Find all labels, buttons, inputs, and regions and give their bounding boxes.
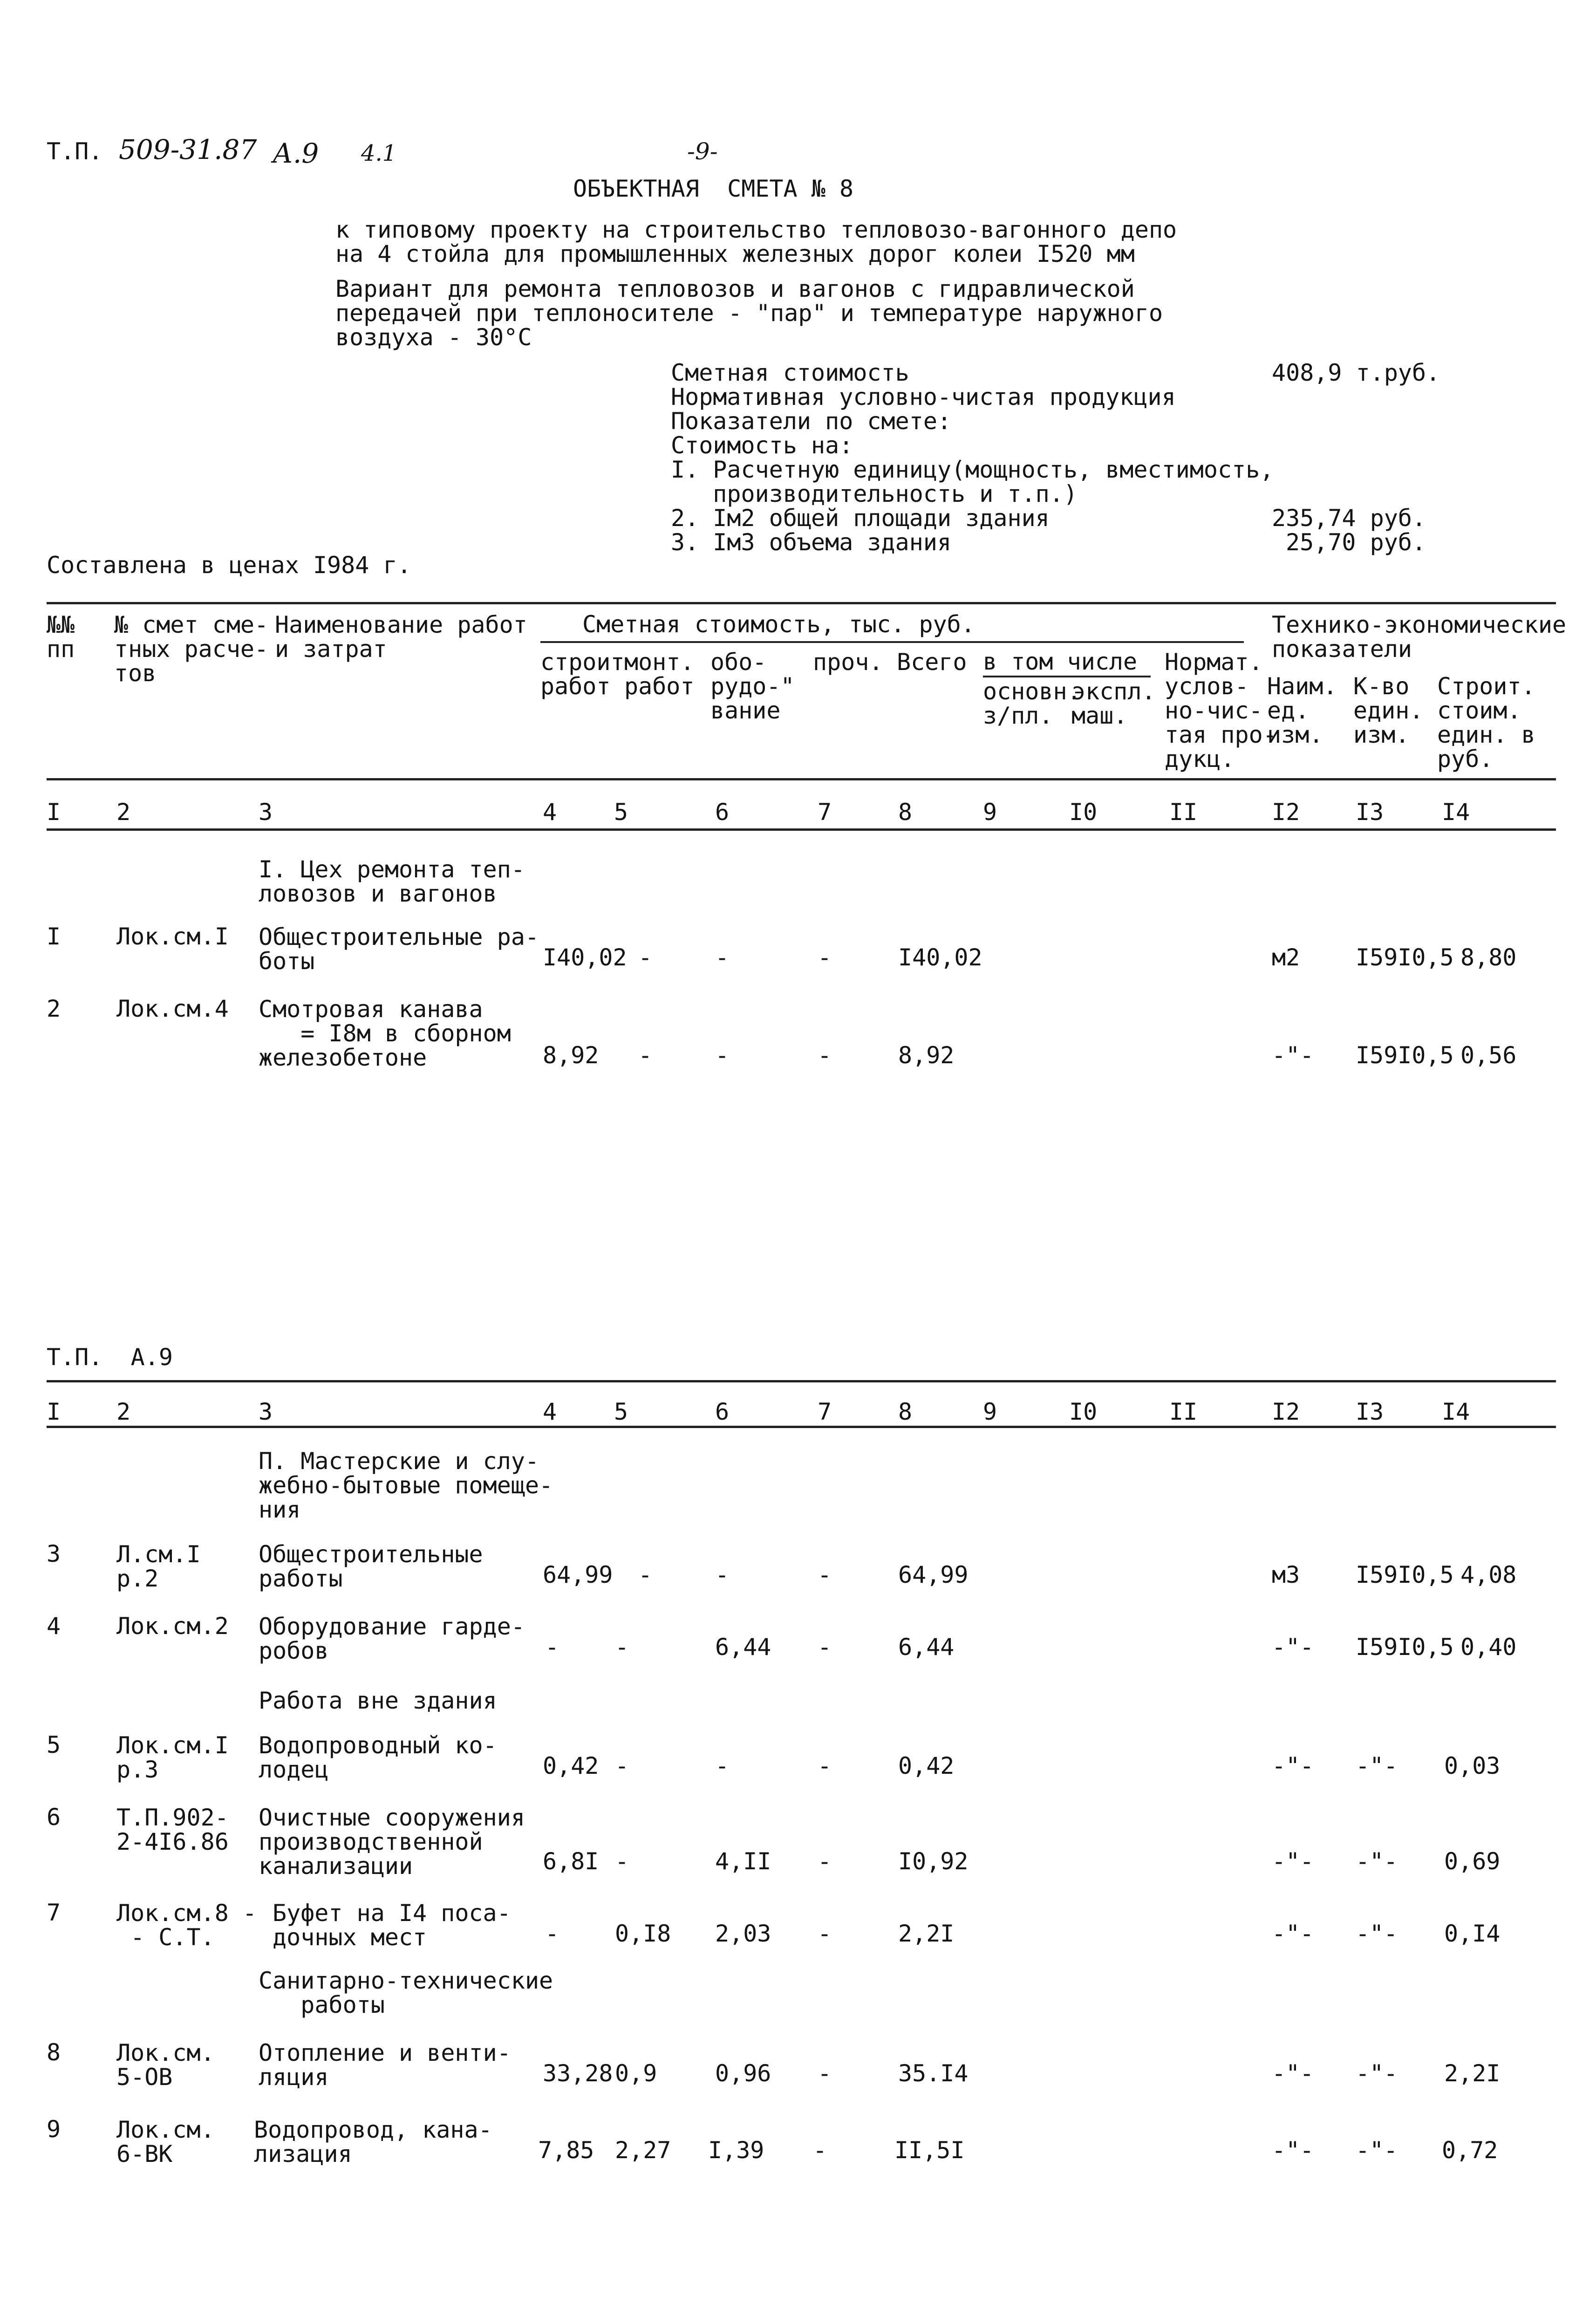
row-unit-name: -"- [1272,1752,1314,1779]
row-total: 64,99 [898,1561,969,1588]
colnum: 4 [543,1398,557,1425]
indicator-item-2: 2. Iм2 общей площади здания [671,505,1050,532]
colnum: I0 [1069,1398,1098,1425]
row-number: 7 [47,1899,61,1926]
row-unit-name: м3 [1272,1561,1300,1588]
row-unit-name: -"- [1272,1848,1314,1875]
row-unit-count: I59I0,5 [1356,1561,1454,1588]
row-number: 9 [47,2116,61,2143]
indicator-item-2-value: 235,74 руб. [1272,505,1426,532]
row-equipment: - [715,1042,730,1069]
col-head-equipment: обо- рудо-" вание [710,649,795,724]
row-construction: 0,42 [543,1752,599,1779]
colnum: 5 [614,799,628,826]
row-unit-cost: 0,40 [1460,1634,1517,1661]
indicator-item-3: 3. Iм3 объема здания [671,529,952,556]
row-doc: Лок.см. 5-ОВ [116,2039,215,2091]
row-doc: Т.П.902- 2-4I6.86 [116,1804,229,1855]
col-head-unit-cost: Строит. стоим. един. в руб. [1437,673,1535,773]
row-construction: - [545,1920,559,1947]
col-head-construction: строит работ [540,649,625,700]
row-other: - [818,2060,832,2087]
colnum: II [1169,799,1198,826]
row-other: - [818,1920,832,1947]
colnum: 9 [983,799,997,826]
row-unit-cost: 2,2I [1444,2060,1501,2087]
row-other: - [818,1042,832,1069]
row-name: Водопроводный ко- лодец [259,1732,497,1783]
tp-number: 509-31.87 [119,134,257,165]
row-equipment: I,39 [708,2137,764,2164]
prices-note: Составлена в ценах I984 г. [47,552,411,579]
col-head-number: №№ пп [47,611,75,663]
col-head-machines: экспл. маш. [1071,678,1156,729]
colnum: 6 [715,799,730,826]
row-unit-name: -"- [1272,2060,1314,2087]
row-number: I [47,923,61,950]
colnum: 2 [116,1398,131,1425]
variant-line-3: воздуха - 30°С [335,324,532,351]
page2-header: Т.П. А.9 [47,1344,173,1371]
table-header-rule [47,778,1556,780]
row-unit-name: -"- [1272,1920,1314,1947]
indicator-item-3-value: 25,70 руб. [1286,529,1426,556]
row-unit-cost: 0,I4 [1444,1920,1501,1947]
indicator-item-1: I. Расчетную единицу(мощность, вместимость, [671,456,1274,483]
table-top-rule [47,602,1556,604]
row-mounting: 0,I8 [615,1920,671,1947]
col-head-doc: № смет сме- тных расче- тов [114,611,269,687]
row-construction: 7,85 [538,2137,594,2164]
col-group-tech: Технико-экономические показатели [1272,611,1567,663]
row-construction: - [545,1634,559,1661]
col-head-name: Наименование работ и затрат [275,611,527,663]
row-doc: Лок.см. 6-ВК [116,2116,215,2167]
row-total: 2,2I [898,1920,955,1947]
row-unit-count: I59I0,5 [1356,1634,1454,1661]
col-head-unit-name: Наим. ед. изм. [1267,673,1337,748]
row-doc: Лок.см.I р.3 [116,1732,229,1783]
section-title: П. Мастерские и слу- жебно-бытовые помеще- ния [259,1448,553,1523]
row-name: Очистные сооружения производственной канализации [259,1804,525,1880]
row-mounting: 0,9 [615,2060,657,2087]
row-unit-cost: 0,69 [1444,1848,1501,1875]
row-unit-count: -"- [1356,1752,1398,1779]
colnum: I [47,799,61,826]
col-group-including: в том числе [983,648,1138,675]
indicator-item-1-cont: производительность и т.п.) [671,480,1078,507]
row-number: 2 [47,995,61,1022]
row-other: - [818,944,832,971]
row-total: I40,02 [898,944,982,971]
colnum: 4 [543,799,557,826]
row-unit-count: I59I0,5 [1356,1042,1454,1069]
row-number: 8 [47,2039,61,2066]
colnum: II [1169,1398,1198,1425]
row-mounting: - [615,1848,629,1875]
row-doc: Лок.см.4 [116,995,229,1022]
row-unit-name: -"- [1272,2137,1314,2164]
document-title: ОБЪЕКТНАЯ СМЕТА № 8 [573,175,854,202]
col-head-total: Всего [897,649,967,676]
row-mounting: - [615,1752,629,1779]
page2-colnum-rule [47,1426,1556,1428]
row-mounting: - [615,1634,629,1661]
colnum: 3 [259,1398,273,1425]
row-other: - [818,1848,832,1875]
row-name: Отопление и венти- ляция [259,2039,511,2091]
row-construction: 8,92 [543,1042,599,1069]
colnum: 7 [818,799,832,826]
col-head-salary: основн. з/пл. [983,678,1081,729]
row-name: Общестроительные ра- боты [259,923,539,975]
production-label: Нормативная условно-чистая продукция [671,383,1176,410]
subsection-title: Санитарно-технические работы [259,1967,553,2018]
colnum: I2 [1272,799,1300,826]
subtitle-line-1: к типовому проекту на строительство тепловозо-вагонного депо [335,216,1177,243]
row-name: Оборудование гарде- робов [259,1613,525,1664]
row-unit-cost: 8,80 [1460,944,1517,971]
row-unit-count: -"- [1356,2137,1398,2164]
subsection-title: Работа вне здания [259,1687,497,1714]
variant-line-2: передачей при теплоносителе - "пар" и температуре наружного [335,300,1163,327]
colnum: 2 [116,799,131,826]
row-unit-count: I59I0,5 [1356,944,1454,971]
colnum: 3 [259,799,273,826]
row-construction: I40,02 [543,944,627,971]
colnum: 5 [614,1398,628,1425]
row-other: - [818,1752,832,1779]
colnum: I3 [1356,799,1384,826]
page2-top-rule [47,1380,1556,1382]
colnum: I [47,1398,61,1425]
row-total: I0,92 [898,1848,969,1875]
row-equipment: 6,44 [715,1634,771,1661]
row-unit-cost: 0,03 [1444,1752,1501,1779]
row-unit-name: м2 [1272,944,1300,971]
including-rule [983,676,1151,677]
row-unit-cost: 0,56 [1460,1042,1517,1069]
row-construction: 64,99 [543,1561,613,1588]
page-number: -9- [687,138,718,165]
row-other: - [813,2137,827,2164]
row-name: Буфет на I4 поса- дочных мест [273,1900,511,1951]
row-total: II,5I [894,2137,965,2164]
colnum: 8 [898,1398,913,1425]
row-doc: Лок.см.8 - - С.Т. [116,1900,257,1951]
colnum: I4 [1442,1398,1470,1425]
row-unit-count: -"- [1356,1848,1398,1875]
row-equipment: 2,03 [715,1920,771,1947]
colnum: 8 [898,799,913,826]
colnum: I3 [1356,1398,1384,1425]
row-unit-cost: 4,08 [1460,1561,1517,1588]
col-head-mounting: монт. работ [624,649,695,700]
row-number: 5 [47,1731,61,1758]
row-unit-cost: 0,72 [1442,2137,1498,2164]
row-number: 6 [47,1804,61,1831]
cost-label: Сметная стоимость [671,359,909,386]
row-doc: Лок.см.I [116,923,229,950]
row-construction: 6,8I [543,1848,599,1875]
row-equipment: 4,II [715,1848,771,1875]
row-total: 6,44 [898,1634,955,1661]
row-doc: Л.см.I р.2 [116,1541,201,1592]
row-equipment: - [715,944,730,971]
row-equipment: - [715,1752,730,1779]
row-mounting: - [638,1561,653,1588]
colnum: I4 [1442,799,1470,826]
row-name: Общестроительные работы [259,1541,483,1592]
row-mounting: 2,27 [615,2137,671,2164]
row-equipment: - [715,1561,730,1588]
col-head-other: проч. [813,649,883,676]
indicators-label: Показатели по смете: [671,408,952,435]
tp-prefix: Т.П. [47,138,103,165]
cost-group-rule [540,641,1244,643]
colnum: 9 [983,1398,997,1425]
colnum: 7 [818,1398,832,1425]
cost-value: 408,9 т.руб. [1272,359,1440,386]
row-number: 3 [47,1540,61,1567]
row-total: 8,92 [898,1042,955,1069]
colnum-rule [47,828,1556,831]
col-head-unit-count: К-во един. изм. [1353,673,1424,748]
row-name: Смотровая канава = I8м в сборном железобетоне [259,996,511,1071]
row-total: 0,42 [898,1752,955,1779]
row-unit-count: -"- [1356,1920,1398,1947]
subtitle-line-2: на 4 стойла для промышленных железных дорог колеи I520 мм [335,240,1135,267]
row-construction: 33,28 [543,2060,613,2087]
row-total: 35.I4 [898,2060,969,2087]
col-head-net-production: Нормат. услов- но-чис- тая про- дукц. [1165,649,1277,773]
album-number: А.9 [273,137,319,169]
row-unit-name: -"- [1272,1634,1314,1661]
section-number: 4.1 [361,140,397,166]
row-unit-name: -"- [1272,1042,1314,1069]
row-number: 4 [47,1613,61,1640]
row-doc: Лок.см.2 [116,1613,229,1640]
row-other: - [818,1561,832,1588]
row-other: - [818,1634,832,1661]
row-equipment: 0,96 [715,2060,771,2087]
colnum: I0 [1069,799,1098,826]
row-mounting: - [638,1042,653,1069]
colnum: I2 [1272,1398,1300,1425]
row-name: Водопровод, кана- лизация [254,2116,492,2167]
section-title: I. Цех ремонта теп- ловозов и вагонов [259,856,525,907]
variant-line-1: Вариант для ремонта тепловозов и вагонов с гидравлической [335,275,1135,302]
row-mounting: - [638,944,653,971]
cost-per-label: Стоимость на: [671,432,853,459]
col-group-cost: Сметная стоимость, тыс. руб. [582,611,975,638]
colnum: 6 [715,1398,730,1425]
row-unit-count: -"- [1356,2060,1398,2087]
